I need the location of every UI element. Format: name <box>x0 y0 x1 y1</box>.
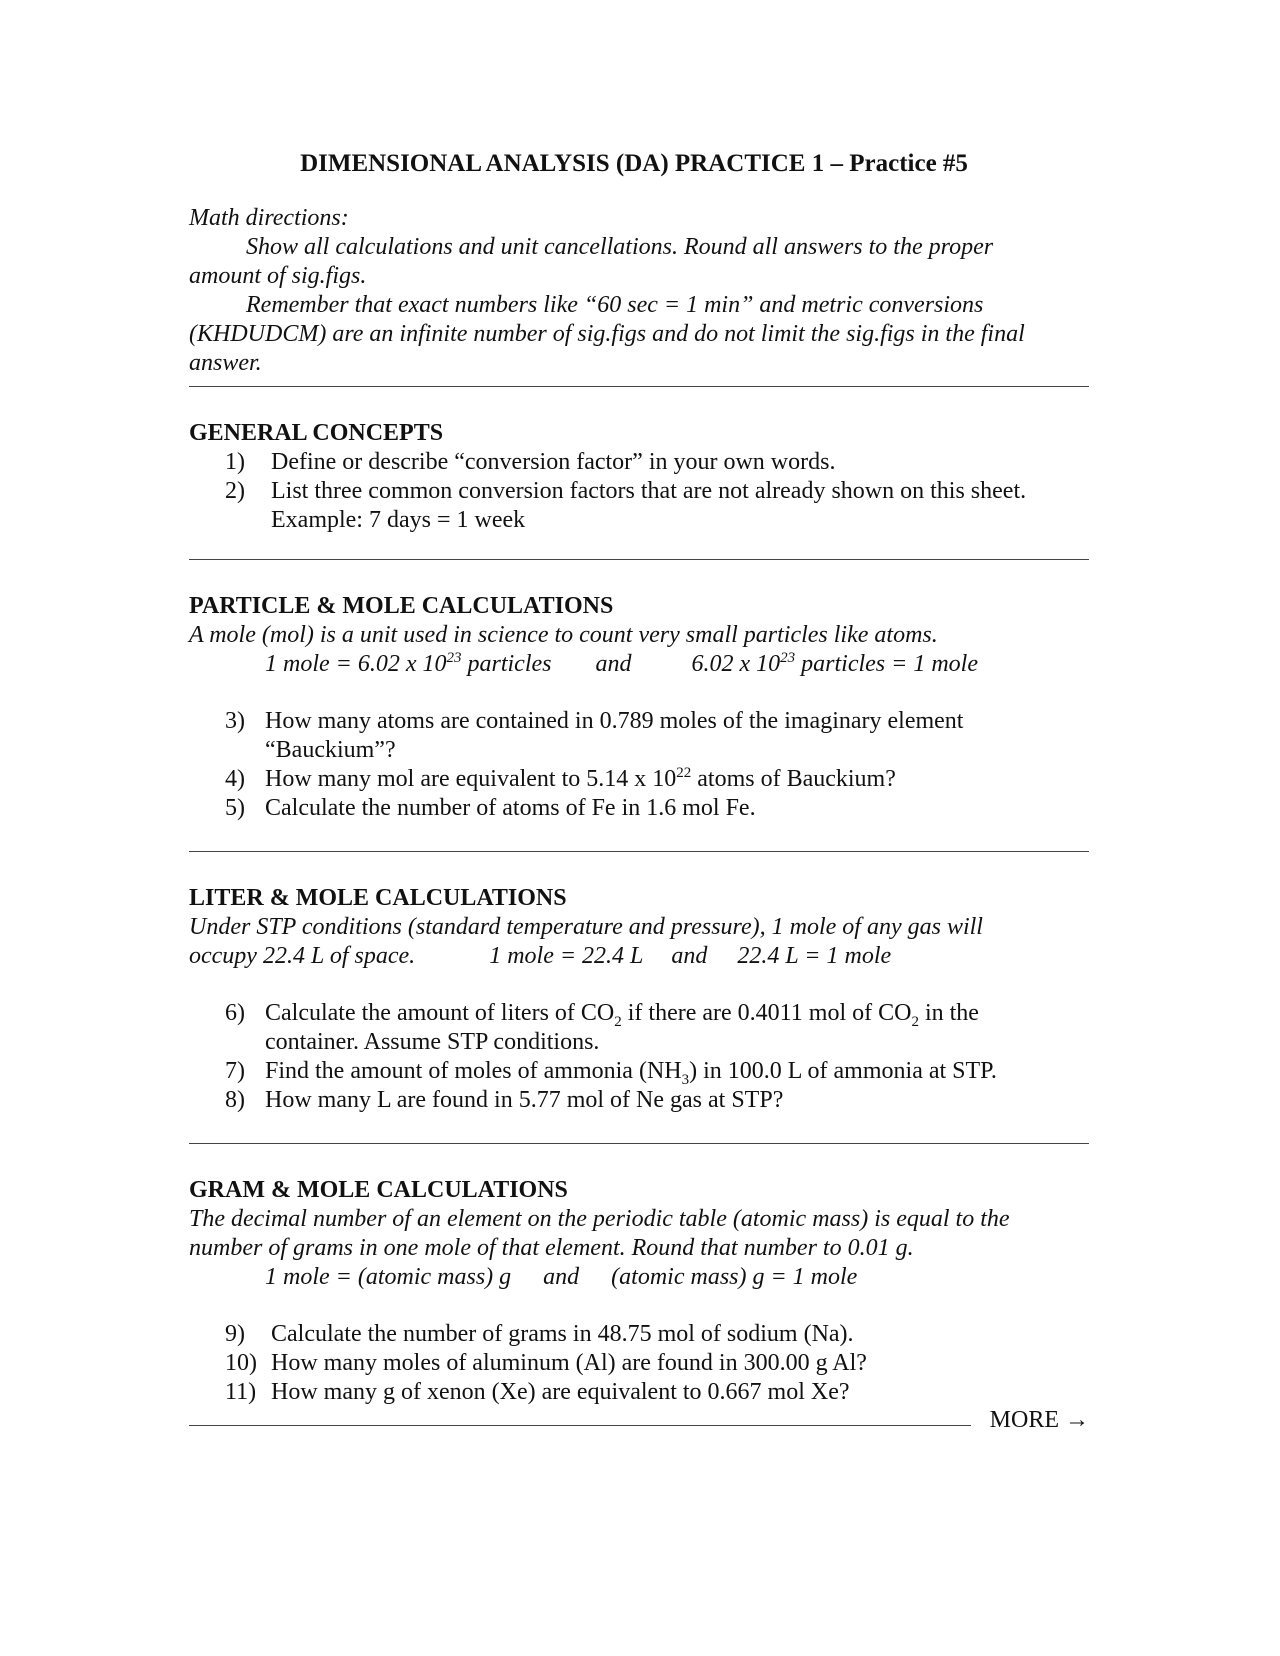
math-directions <box>189 204 1089 378</box>
question-item <box>189 999 1089 1057</box>
section-heading: GRAM & MOLE CALCULATIONS <box>189 1177 568 1203</box>
gram-mole-section <box>189 1176 1089 1407</box>
directions-text: (KHDUDCM) are an infinite number of sig.figs and do not limit the sig.figs in the final <box>189 321 1025 347</box>
directions-text: amount of sig.figs. <box>189 263 367 289</box>
directions-text: answer. <box>189 350 262 376</box>
section-heading: LITER & MOLE CALCULATIONS <box>189 885 567 911</box>
conversion-equation: 1 mole = (atomic mass) g and (atomic mass) g = 1 mole <box>265 1264 858 1290</box>
question-number: 4) <box>225 766 245 792</box>
question-item <box>189 477 1089 535</box>
divider <box>189 1425 971 1426</box>
question-example: Example: 7 days = 1 week <box>271 507 526 533</box>
section-heading: PARTICLE & MOLE CALCULATIONS <box>189 593 614 619</box>
divider <box>189 386 1089 387</box>
question-text: Calculate the amount of liters of $CO_2$ if there are 0.4011 mol of $CO_2$ in the <box>265 1000 979 1030</box>
directions-text: Remember that exact numbers like “60 sec = 1 min” and metric conversions <box>246 292 984 318</box>
question-item <box>189 794 1089 823</box>
section-intro: A mole (mol) is a unit used in science to count very small particles like atoms. <box>189 622 938 648</box>
question-text: Find the amount of moles of ammonia $(NH_3)$ in 100.0 L of ammonia at STP. <box>265 1058 997 1088</box>
question-text: Calculate the number of atoms of Fe in 1.6 mol Fe. <box>265 795 756 821</box>
question-item <box>189 1320 1089 1349</box>
question-item <box>189 1378 1089 1407</box>
question-text: How many atoms are contained in 0.789 moles of the imaginary element <box>265 708 964 734</box>
question-number: 3) <box>225 708 245 734</box>
question-item <box>189 707 1089 765</box>
more-indicator: MORE → <box>989 1407 1089 1433</box>
question-text: How many g of xenon (Xe) are equivalent to 0.667 mol Xe? <box>271 1379 850 1405</box>
page-title: DIMENSIONAL ANALYSIS (DA) PRACTICE 1 – Practice #5 <box>300 150 968 177</box>
particle-mole-section <box>189 592 1089 823</box>
section-heading: GENERAL CONCEPTS <box>189 420 444 446</box>
worksheet-page <box>189 150 1089 1441</box>
question-number: 6) <box>225 1000 245 1026</box>
question-number: 7) <box>225 1058 245 1084</box>
conversion-equation: 1 mole = 6.02 x $10^{23}$ particles and 6.02 x $10^{23}$ particles = 1 mole <box>265 650 978 677</box>
divider <box>189 851 1089 852</box>
question-text: Define or describe “conversion factor” in your own words. <box>271 449 836 475</box>
section-intro: The decimal number of an element on the periodic table (atomic mass) is equal to the <box>189 1206 1010 1232</box>
directions-label: Math directions: <box>189 205 349 231</box>
question-text: How many mol are equivalent to 5.14 x $10^{22}$ atoms of Bauckium? <box>265 765 896 792</box>
question-text: “Bauckium”? <box>265 737 396 763</box>
question-item <box>189 1057 1089 1086</box>
question-number: 8) <box>225 1087 245 1113</box>
liter-mole-section <box>189 884 1089 1115</box>
question-item <box>189 1349 1089 1378</box>
question-item <box>189 1086 1089 1115</box>
divider <box>189 1143 1089 1144</box>
question-number: 11) <box>225 1379 257 1405</box>
section-intro: Under STP conditions (standard temperature and pressure), 1 mole of any gas will <box>189 914 983 940</box>
general-concepts-section <box>189 419 1089 535</box>
directions-text: Show all calculations and unit cancellations. Round all answers to the proper <box>246 234 994 260</box>
section-intro: number of grams in one mole of that element. Round that number to 0.01 g. <box>189 1235 914 1261</box>
footer <box>189 1407 1089 1441</box>
question-number: 1) <box>225 449 245 475</box>
question-number: 10) <box>225 1350 257 1376</box>
question-text: List three common conversion factors that are not already shown on this sheet. <box>271 478 1027 504</box>
divider <box>189 559 1089 560</box>
question-text: How many moles of aluminum (Al) are found in 300.00 g Al? <box>271 1350 867 1376</box>
question-number: 2) <box>225 478 245 504</box>
question-number: 5) <box>225 795 245 821</box>
question-item <box>189 765 1089 794</box>
question-text: How many L are found in 5.77 mol of Ne gas at STP? <box>265 1087 784 1113</box>
section-intro: occupy 22.4 L of space. 1 mole = 22.4 L and 22.4 L = 1 mole <box>189 943 892 969</box>
question-text: container. Assume STP conditions. <box>265 1029 600 1055</box>
question-number: 9) <box>225 1321 245 1347</box>
question-text: Calculate the number of grams in 48.75 mol of sodium (Na). <box>271 1321 854 1347</box>
question-item <box>189 448 1089 477</box>
